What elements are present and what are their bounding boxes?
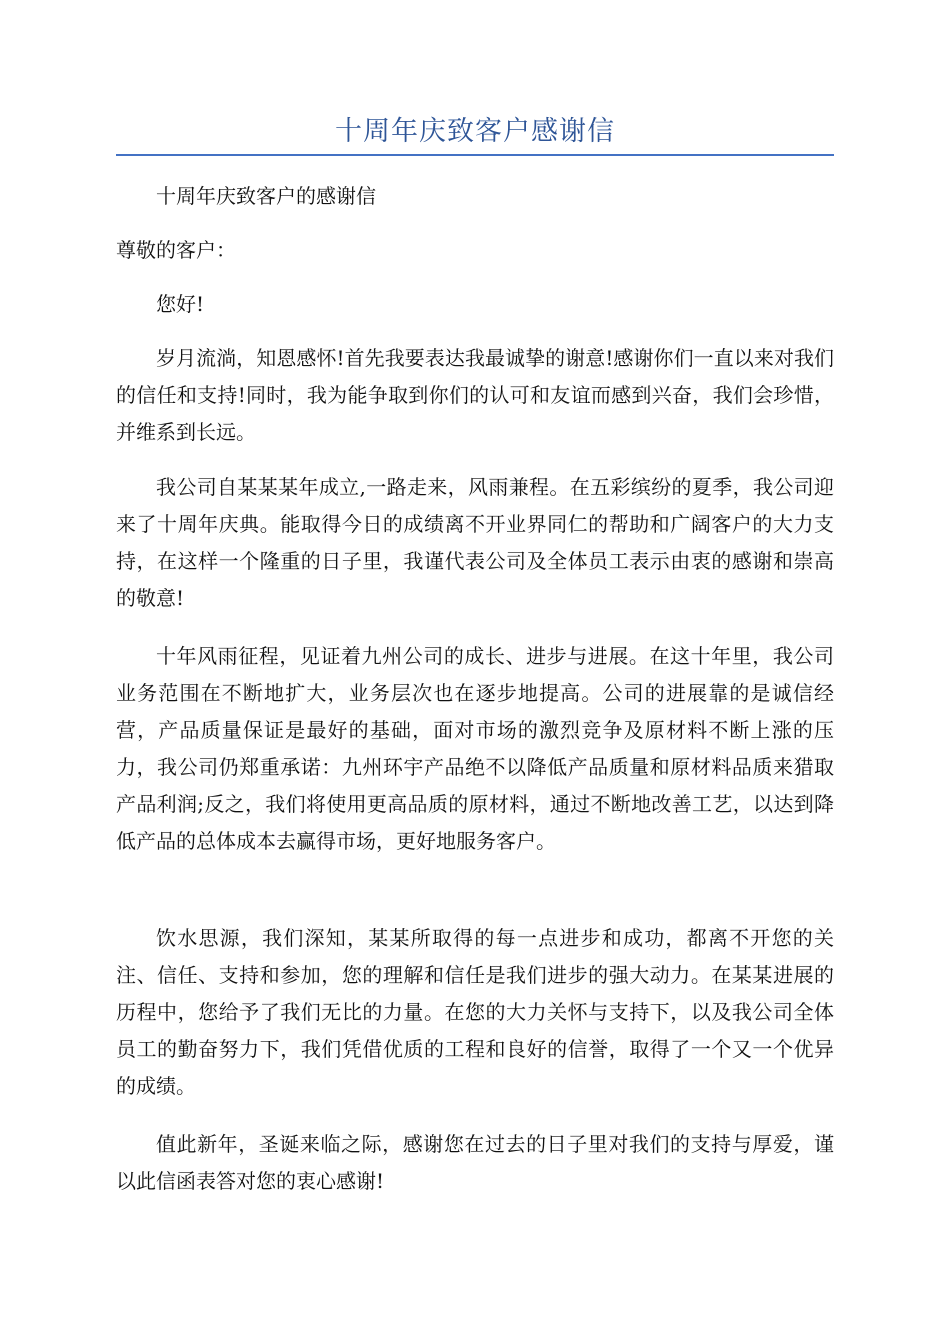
paragraph-4: 饮水思源，我们深知，某某所取得的每一点进步和成功，都离不开您的关注、信任、支持和参加，您的理解和信任是我们进步的强大动力。在某某进展的历程中，您给予了我们无比的力量。在您的大力关怀与支持下，以及我公司全体员工的勤奋努力下，我们凭借优质的工程和良好的信誉，取得了一个又一个优异的成绩。 [116, 926, 834, 1098]
letter-salutation: 尊敬的客户： [116, 238, 236, 262]
paragraph-1: 岁月流淌，知恩感怀!首先我要表达我最诚挚的谢意!感谢你们一直以来对我们的信任和支持!同时，我为能争取到你们的认可和友谊而感到兴奋，我们会珍惜，并维系到长远。 [116, 346, 834, 444]
letter-subtitle: 十周年庆致客户的感谢信 [156, 184, 376, 208]
paragraph-2: 我公司自某某某年成立,一路走来，风雨兼程。在五彩缤纷的夏季，我公司迎来了十周年庆典。能取得今日的成绩离不开业界同仁的帮助和广阔客户的大力支持，在这样一个隆重的日子里，我谨代表公司及全体员工表示由衷的感谢和崇高的敬意! [116, 475, 834, 610]
letter-greeting: 您好! [156, 292, 205, 316]
document-title: 十周年庆致客户感谢信 [335, 116, 615, 147]
paragraph-3: 十年风雨征程，见证着九州公司的成长、进步与进展。在这十年里，我公司业务范围在不断地扩大，业务层次也在逐步地提高。公司的进展靠的是诚信经营，产品质量保证是最好的基础，面对市场的激烈竞争及原材料不断上涨的压力，我公司仍郑重承诺：九州环宇产品绝不以降低产品质量和原材料品质来猎取产品利润;反之，我们将使用更高品质的原材料，通过不断地改善工艺，以达到降低产品的总体成本去赢得市场，更好地服务客户。 [116, 644, 834, 853]
title-underline [116, 154, 834, 156]
paragraph-5: 值此新年，圣诞来临之际，感谢您在过去的日子里对我们的支持与厚爱，谨以此信函表答对您的衷心感谢! [116, 1132, 834, 1193]
